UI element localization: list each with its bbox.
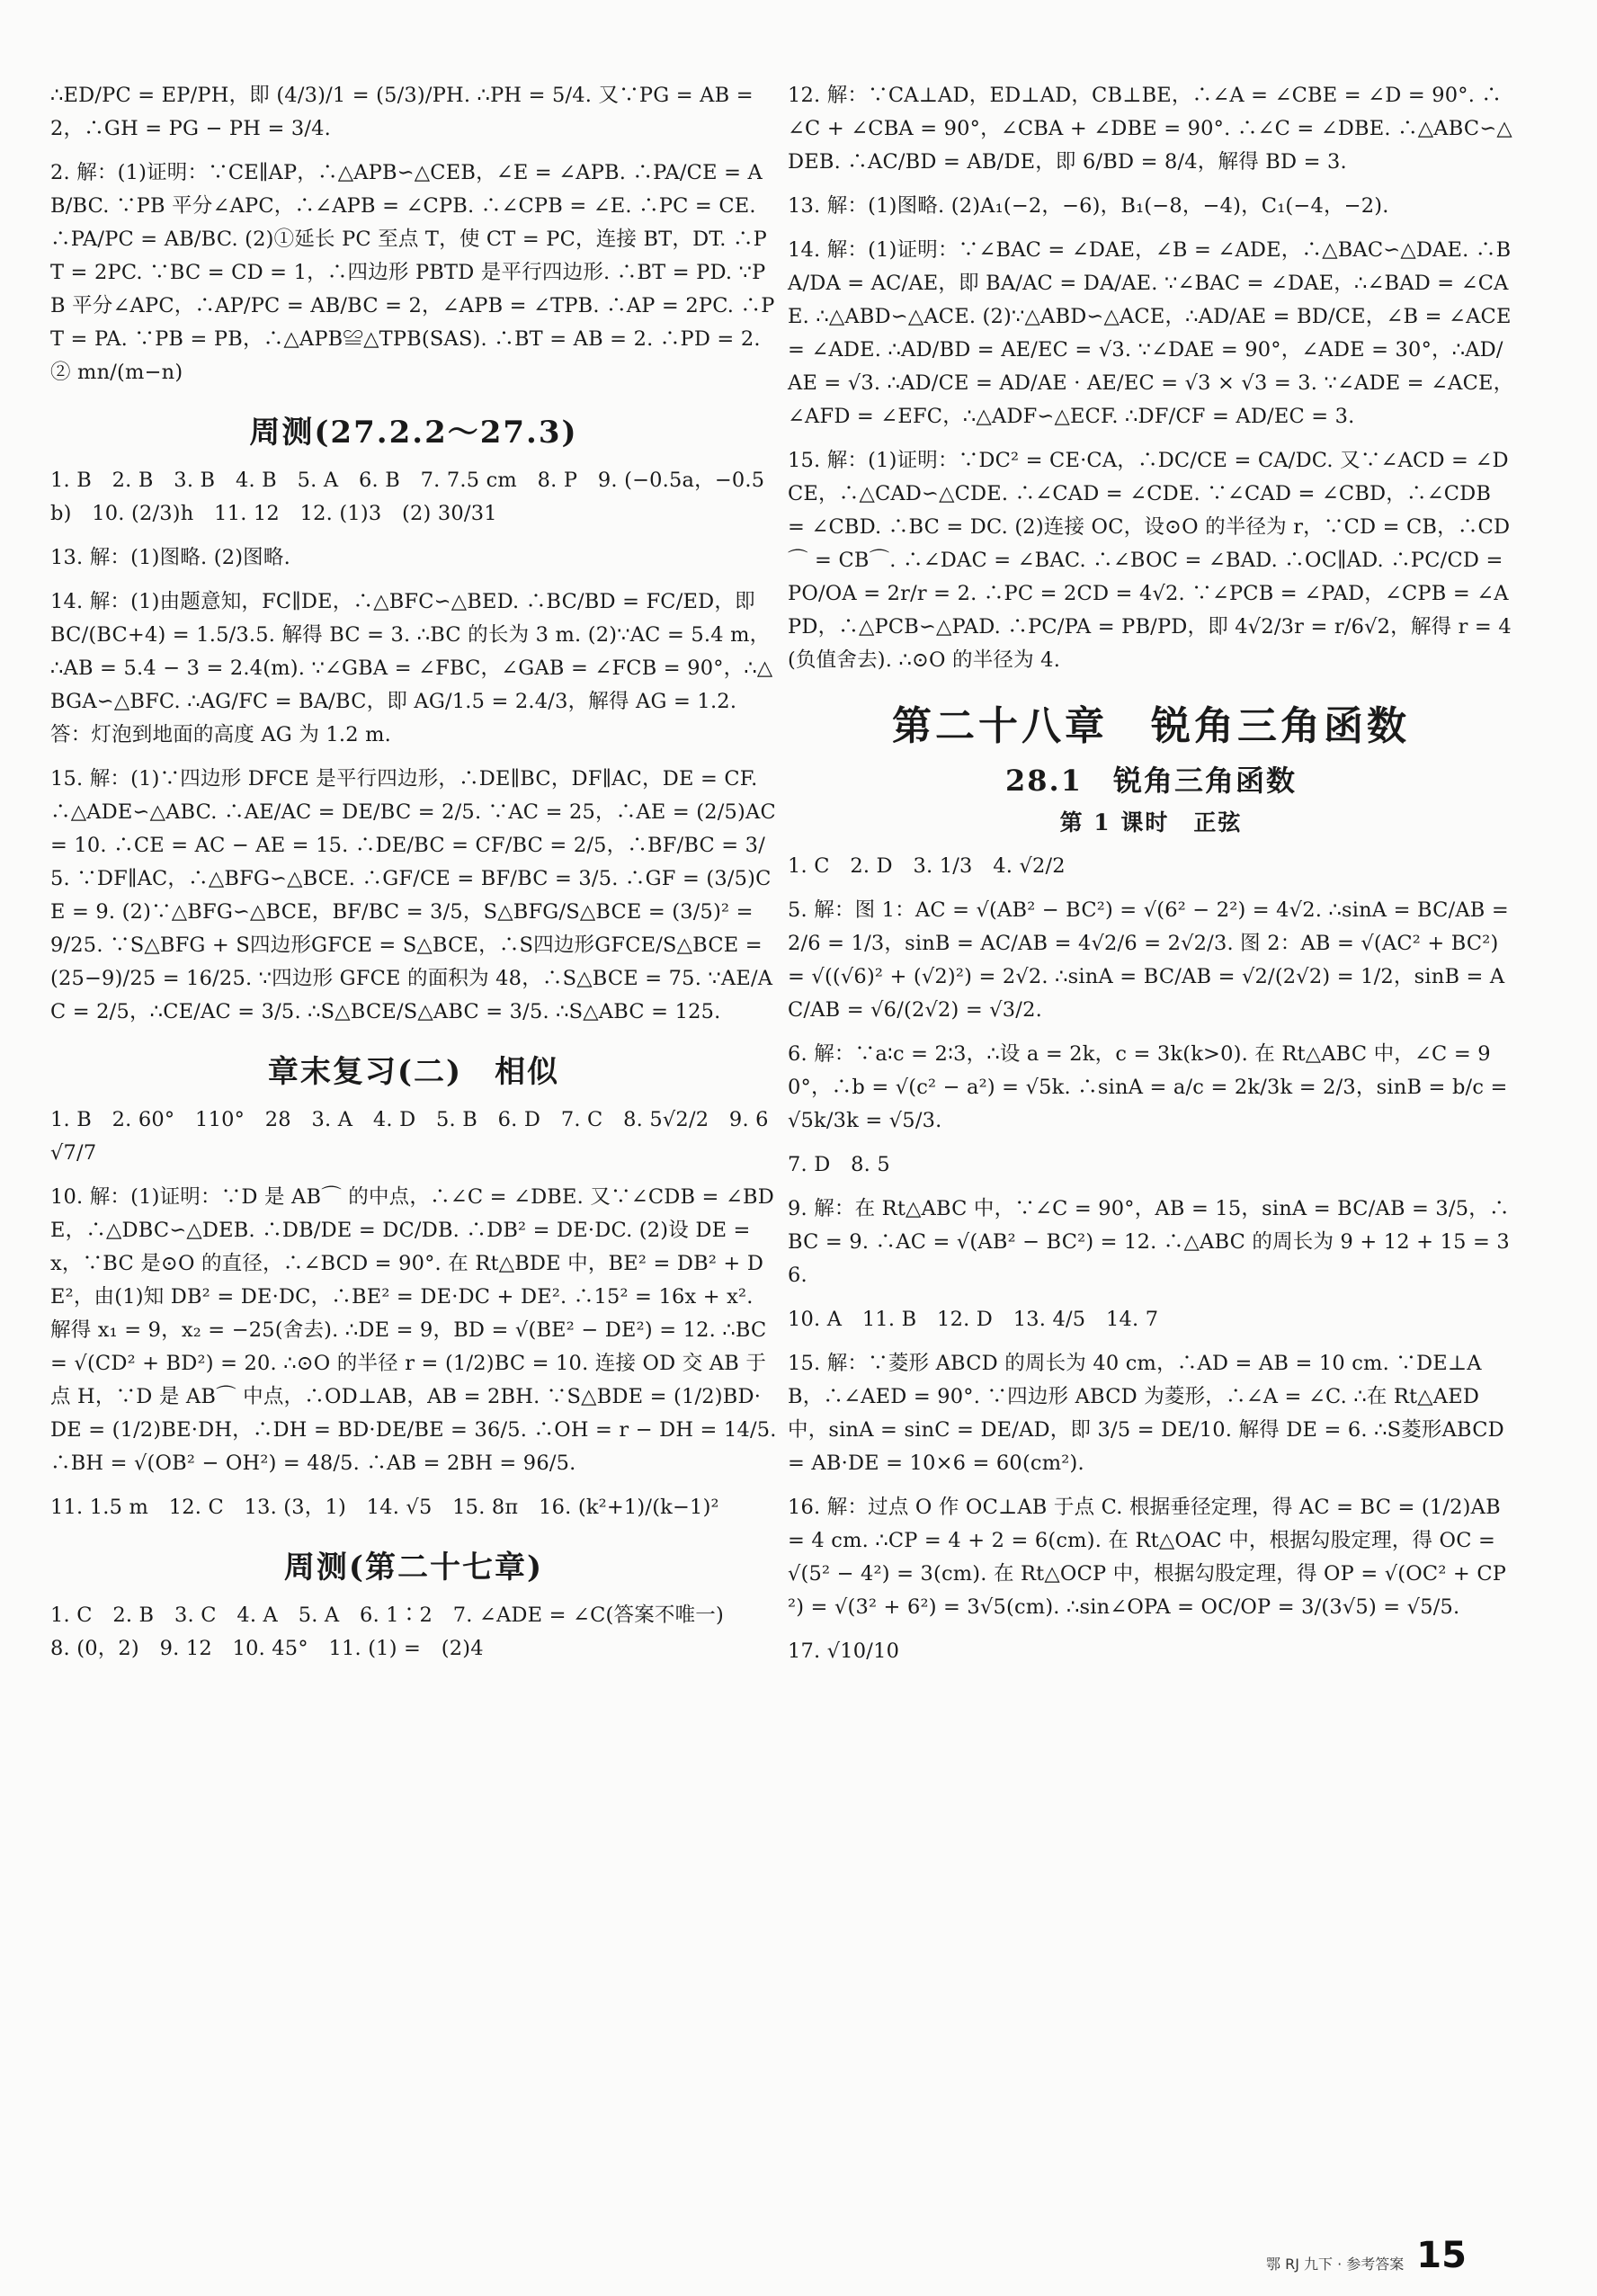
weekly-test-answer-13: 13. 解：(1)图略. (2)图略. [50, 546, 290, 569]
lesson-answer-16: 16. 解：过点 O 作 OC⊥AB 于点 C. 根据垂径定理，得 AC = BC = (1/2)AB = 4 cm. ∴CP = 4 + 2 = 6(cm). 在 Rt△OAC 中，根据勾股定理，得 OC = √(5² − 4²) = 3(cm). 在 Rt△OCP 中，根据勾股定理，得 OP = √(OC² + CP²) = √(3² + 6²) = 3√5(cm). ∴sin∠OPA = OC/OP = 3/(3√5) = √5/5. [788, 1496, 1507, 1619]
review-answers-11-16: 11. 1.5 m 12. C 13. (3，1) 14. √5 15. 8π 16. (k²+1)/(k−1)² [50, 1496, 719, 1519]
lesson-answers-7-8: 7. D 8. 5 [788, 1153, 890, 1176]
answer-12: 12. 解：∵CA⊥AD，ED⊥AD，CB⊥BE，∴∠A = ∠CBE = ∠D = 90°. ∴∠C + ∠CBA = 90°，∠CBA + ∠DBE = 90°. ∴∠C = ∠DBE. ∴△ABC∽△DEB. ∴AC/BD = AB/DE，即 6/BD = 8/4，解得 BD = 3. [788, 84, 1512, 174]
chapter-review-heading: 章末复习(二) 相似 [267, 1054, 560, 1090]
lesson-answers-10-14: 10. A 11. B 12. D 13. 4/5 14. 7 [788, 1308, 1159, 1331]
weekly-test-answer-14: 14. 解：(1)由题意知，FC∥DE，∴△BFC∽△BED. ∴BC/BD = FC/ED，即 BC/(BC+4) = 1.5/3.5. 解得 BC = 3. ∴BC 的长为 3 m. (2)∵AC = 5.4 m，∴AB = 5.4 − 3 = 2.4(m). ∵∠GBA = ∠FBC，∠GAB = ∠FCB = 90°，∴△BGA∽△BFC. ∴AG/FC = BA/BC，即 AG/1.5 = 2.4/3，解得 AG = 1.2. 答：灯泡到地面的高度 AG 为 1.2 m. [50, 590, 773, 746]
chapter-title: 第二十八章 锐角三角函数 [892, 703, 1410, 749]
right-column [788, 79, 1514, 1679]
weekly-test-chapter-heading: 周测(第二十七章) [283, 1550, 544, 1586]
section-title: 28.1 锐角三角函数 [1005, 764, 1297, 798]
weekly-test-2-line-1: 1. C 2. B 3. C 4. A 5. A 6. 1∶2 7. ∠ADE = ∠C(答案不唯一) [50, 1604, 724, 1627]
lesson-title: 第 1 课时 正弦 [1059, 809, 1243, 835]
weekly-test-heading: 周测(27.2.2～27.3) [249, 415, 578, 451]
page-number: 15 [1416, 2235, 1467, 2276]
left-column [50, 79, 777, 1676]
weekly-test-choices: 1. B 2. B 3. B 4. B 5. A 6. B 7. 7.5 cm 8. P 9. (−0.5a，−0.5b) 10. (2/3)h 11. 12 12. (1)3 (2) 30/31 [50, 469, 765, 525]
answer-15: 15. 解：(1)证明：∵DC² = CE·CA，∴DC/CE = CA/DC. 又∵∠ACD = ∠DCE，∴△CAD∽△CDE. ∴∠CAD = ∠CDE. ∵∠CAD = ∠CBD，∴∠CDB = ∠CBD. ∴BC = DC. (2)连接 OC，设⊙O 的半径为 r，∵CD = CB，∴CD⌒ = CB⌒. ∴∠DAC = ∠BAC. ∴∠BOC = ∠BAD. ∴OC∥AD. ∴PC/CD = PO/OA = 2r/r = 2. ∴PC = 2CD = 4√2. ∵∠PCB = ∠PAD，∠CPB = ∠APD，∴△PCB∽△PAD. ∴PC/PA = PB/PD，即 4√2/3r = r/6√2，解得 r = 4(负值舍去). ∴⊙O 的半径为 4. [788, 449, 1512, 672]
weekly-test-2-line-2: 8. (0，2) 9. 12 10. 45° 11. (1) = (2)4 [50, 1637, 484, 1660]
answer-2: 2. 解：(1)证明：∵CE∥AP，∴△APB∽△CEB，∠E = ∠APB. ∴PA/CE = AB/BC. ∵PB 平分∠APC，∴∠APB = ∠CPB. ∴∠CPB = ∠E. ∴PC = CE. ∴PA/PC = AB/BC. (2)①延长 PC 至点 T，使 CT = PC，连接 BT，DT. ∴PT = 2PC. ∵BC = CD = 1，∴四边形 PBTD 是平行四边形. ∴BT = PD. ∵PB 平分∠APC，∴AP/PC = AB/BC = 2，∠APB = ∠TPB. ∴AP = 2PC. ∴PT = PA. ∵PB = PB，∴△APB≌△TPB(SAS). ∴BT = AB = 2. ∴PD = 2. ② mn/(m−n) [50, 161, 775, 384]
weekly-test-answer-15: 15. 解：(1)∵四边形 DFCE 是平行四边形，∴DE∥BC，DF∥AC，DE = CF. ∴△ADE∽△ABC. ∴AE/AC = DE/BC = 2/5. ∵AC = 25，∴AE = (2/5)AC = 10. ∴CE = AC − AE = 15. ∴DE/BC = CF/BC = 2/5，∴BF/BC = 3/5. ∵DF∥AC，∴△BFG∽△BCE. ∴GF/CE = BF/BC = 3/5. ∴GF = (3/5)CE = 9. (2)∵△BFG∽△BCE，BF/BC = 3/5，S△BFG/S△BCE = (3/5)² = 9/25. ∵S△BFG + S四边形GFCE = S△BCE，∴S四边形GFCE/S△BCE = (25−9)/25 = 16/25. ∵四边形 GFCE 的面积为 48，∴S△BCE = 75. ∵AE/AC = 2/5，∴CE/AC = 3/5. ∴S△BCE/S△ABC = 3/5. ∴S△ABC = 125. [50, 767, 776, 1023]
review-choices: 1. B 2. 60° 110° 28 3. A 4. D 5. B 6. D 7. C 8. 5√2/2 9. 6√7/7 [50, 1108, 769, 1165]
lesson-answer-15: 15. 解：∵菱形 ABCD 的周长为 40 cm，∴AD = AB = 10 cm. ∵DE⊥AB，∴∠AED = 90°. ∵四边形 ABCD 为菱形，∴∠A = ∠C. ∴在 Rt△AED 中，sinA = sinC = DE/AD，即 3/5 = DE/10. 解得 DE = 6. ∴S菱形ABCD = AB·DE = 10×6 = 60(cm²). [788, 1352, 1504, 1475]
answer-13: 13. 解：(1)图略. (2)A₁(−2，−6)，B₁(−8，−4)，C₁(−4，−2). [788, 194, 1389, 218]
answer-14: 14. 解：(1)证明：∵∠BAC = ∠DAE，∠B = ∠ADE，∴△BAC∽△DAE. ∴BA/DA = AC/AE，即 BA/AC = DA/AE. ∵∠BAC = ∠DAE，∴∠BAD = ∠CAE. ∴△ABD∽△ACE. (2)∵△ABD∽△ACE，∴AD/AE = BD/CE，∠B = ∠ACE = ∠ADE. ∴AD/BD = AE/EC = √3. ∵∠DAE = 90°，∠ADE = 30°，∴AD/AE = √3. ∴AD/CE = AD/AE · AE/EC = √3 × √3 = 3. ∵∠ADE = ∠ACE，∠AFD = ∠EFC，∴△ADF∽△ECF. ∴DF/CF = AD/EC = 3. [788, 238, 1514, 428]
lesson-answer-5: 5. 解：图 1：AC = √(AB² − BC²) = √(6² − 2²) = 4√2. ∴sinA = BC/AB = 2/6 = 1/3，sinB = AC/AB = 4√2/6 = 2√2/3. 图 2：AB = √(AC² + BC²) = √((√6)² + (√2)²) = 2√2. ∴sinA = BC/AB = √2/(2√2) = 1/2，sinB = AC/AB = √6/(2√2) = √3/2. [788, 898, 1509, 1022]
lesson-answer-6: 6. 解：∵a∶c = 2∶3，∴设 a = 2k，c = 3k(k>0). 在 Rt△ABC 中，∠C = 90°，∴b = √(c² − a²) = √5k. ∴sinA = a/c = 2k/3k = 2/3，sinB = b/c = √5k/3k = √5/3. [788, 1042, 1508, 1132]
page-footer [1266, 2235, 1467, 2276]
footer-label: 鄂 RJ 九下 · 参考答案 [1266, 2256, 1405, 2273]
lesson-choices: 1. C 2. D 3. 1/3 4. √2/2 [788, 854, 1066, 878]
review-answer-10: 10. 解：(1)证明：∵D 是 AB⌒ 的中点，∴∠C = ∠DBE. 又∵∠CDB = ∠BDE，∴△DBC∽△DEB. ∴DB/DE = DC/DB. ∴DB² = DE·DC. (2)设 DE = x，∵BC 是⊙O 的直径，∴∠BCD = 90°. 在 Rt△BDE 中，BE² = DB² + DE²，由(1)知 DB² = DE·DC，∴BE² = DE·DC + DE². ∴15² = 16x + x². 解得 x₁ = 9，x₂ = −25(舍去). ∴DE = 9，BD = √(BE² − DE²) = 12. ∴BC = √(CD² + BD²) = 20. ∴⊙O 的半径 r = (1/2)BC = 10. 连接 OD 交 AB 于点 H，∵D 是 AB⌒ 中点，∴OD⊥AB，AB = 2BH. ∵S△BDE = (1/2)BD·DE = (1/2)BE·DH，∴DH = BD·DE/BE = 36/5. ∴OH = r − DH = 14/5. ∴BH = √(OB² − OH²) = 48/5. ∴AB = 2BH = 96/5. [50, 1185, 777, 1475]
lesson-answer-9: 9. 解：在 Rt△ABC 中，∵∠C = 90°，AB = 15，sinA = BC/AB = 3/5，∴BC = 9. ∴AC = √(AB² − BC²) = 12. ∴△ABC 的周长为 9 + 12 + 15 = 36. [788, 1197, 1510, 1287]
lesson-answer-17: 17. √10/10 [788, 1639, 900, 1663]
answer-1-continued: ∴ED/PC = EP/PH，即 (4/3)/1 = (5/3)/PH. ∴PH = 5/4. 又∵PG = AB = 2，∴GH = PG − PH = 3/4. [50, 84, 754, 140]
